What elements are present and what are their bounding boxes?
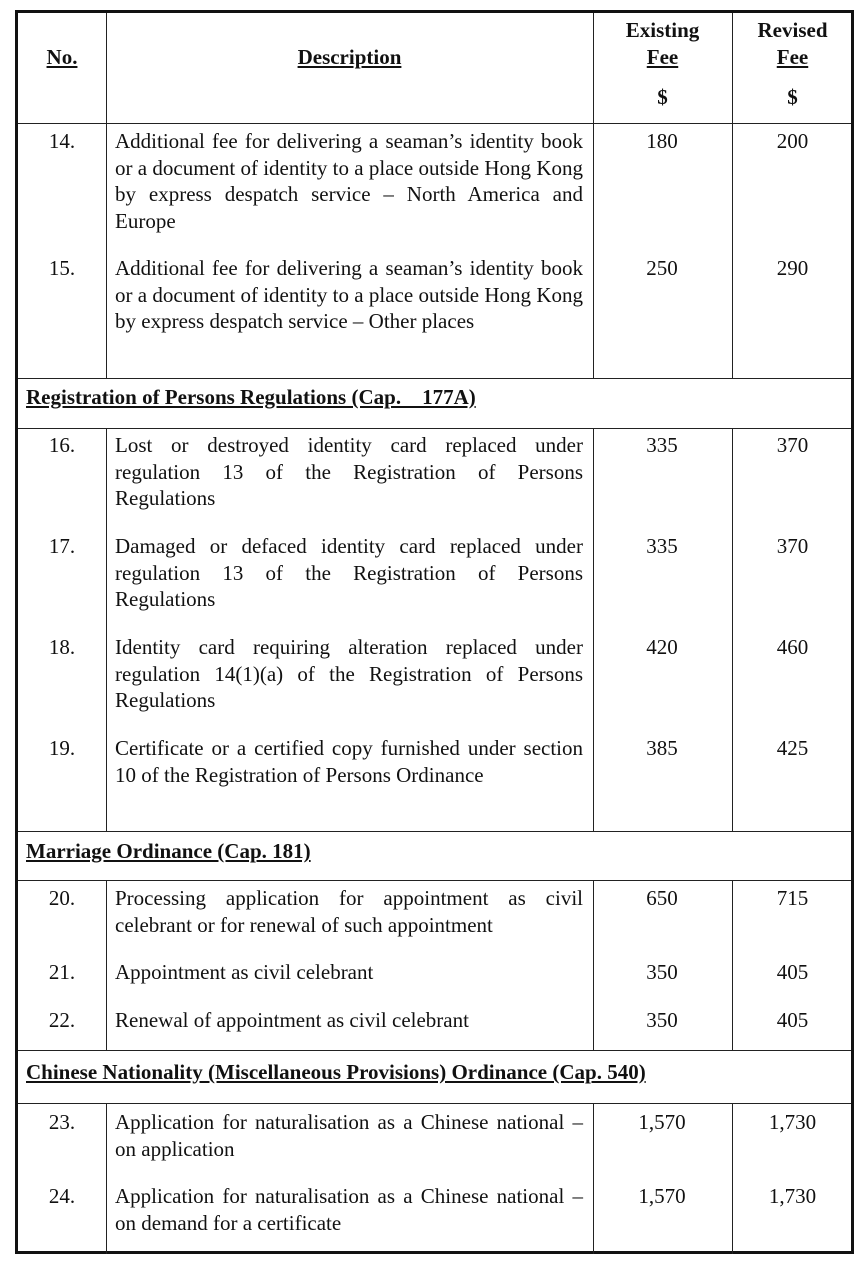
- col-divider: [106, 428, 107, 831]
- header-no: [18, 44, 106, 71]
- section-divider: [18, 1050, 851, 1051]
- row-revised-fee: 715: [776, 886, 809, 910]
- section-divider: [18, 1103, 851, 1104]
- header-revised-line1: Revised: [757, 18, 828, 42]
- row-description: Identity card requiring alteration replaced under regulation 14(1)(a) of the Registration of Persons Regulations: [115, 635, 583, 712]
- header-existing-fee: [593, 17, 732, 111]
- row-number: 15.: [48, 256, 76, 280]
- row-existing-fee: 250: [646, 256, 678, 280]
- row-description: Additional fee for delivering a seaman’s identity book or a document of identity to a place outside Hong Kong by express despatch service – North America and Europe: [115, 129, 583, 233]
- header-existing-line2: Fee: [646, 45, 679, 69]
- row-number: 18.: [48, 635, 76, 659]
- row-existing-fee: 335: [646, 534, 678, 558]
- row-description: Renewal of appointment as civil celebrant: [115, 1008, 469, 1032]
- section-title: Marriage Ordinance (Cap. 181): [26, 839, 311, 863]
- row-description: Additional fee for delivering a seaman’s identity book or a document of identity to a place outside Hong Kong by express despatch service – Other places: [115, 256, 583, 333]
- section-divider: [18, 880, 851, 881]
- row-revised-fee: 290: [776, 256, 809, 280]
- row-number: 19.: [48, 736, 76, 760]
- header-description-label: Description: [297, 45, 402, 69]
- row-description: Lost or destroyed identity card replaced under regulation 13 of the Registration of Persons Regulations: [115, 433, 583, 510]
- row-revised-fee: 1,730: [768, 1184, 817, 1208]
- col-divider: [106, 13, 107, 378]
- row-revised-fee: 460: [776, 635, 809, 659]
- row-revised-fee: 370: [776, 534, 809, 558]
- row-revised-fee: 200: [776, 129, 809, 153]
- row-revised-fee: 425: [776, 736, 809, 760]
- row-existing-fee: 1,570: [638, 1184, 686, 1208]
- row-description: Damaged or defaced identity card replaced under regulation 13 of the Registration of Persons Regulations: [115, 534, 583, 611]
- header-revised-fee: [732, 17, 853, 111]
- col-divider: [732, 428, 733, 831]
- row-number: 23.: [48, 1110, 76, 1134]
- section-divider: [18, 831, 851, 832]
- col-divider: [106, 880, 107, 1050]
- row-existing-fee: 350: [646, 1008, 678, 1032]
- col-divider: [593, 13, 594, 378]
- row-existing-fee: 350: [646, 960, 678, 984]
- section-title: Chinese Nationality (Miscellaneous Provisions) Ordinance (Cap. 540): [26, 1060, 646, 1084]
- row-description: Application for naturalisation as a Chinese national – on demand for a certificate: [115, 1184, 583, 1235]
- row-number: 17.: [48, 534, 76, 558]
- row-revised-fee: 405: [776, 960, 809, 984]
- row-number: 24.: [48, 1184, 76, 1208]
- section-title: Registration of Persons Regulations (Cap. 177A): [26, 385, 476, 409]
- row-existing-fee: 650: [646, 886, 678, 910]
- header-revised-line2: Fee: [776, 45, 809, 69]
- row-number: 21.: [48, 960, 76, 984]
- row-revised-fee: 370: [776, 433, 809, 457]
- row-description: Appointment as civil celebrant: [115, 960, 374, 984]
- row-existing-fee: 335: [646, 433, 678, 457]
- section-divider: [18, 428, 851, 429]
- row-description: Processing application for appointment as civil celebrant or for renewal of such appointment: [115, 886, 583, 937]
- row-number: 16.: [48, 433, 76, 457]
- row-number: 20.: [48, 886, 76, 910]
- col-divider: [106, 1103, 107, 1254]
- row-revised-fee: 405: [776, 1008, 809, 1032]
- header-description: [106, 44, 593, 71]
- row-existing-fee: 180: [646, 129, 678, 153]
- col-divider: [732, 13, 733, 378]
- row-existing-fee: 1,570: [638, 1110, 686, 1134]
- fee-table: [15, 10, 854, 1254]
- row-existing-fee: 420: [646, 635, 678, 659]
- header-existing-unit: $: [657, 85, 668, 109]
- row-number: 22.: [48, 1008, 76, 1032]
- col-divider: [593, 428, 594, 831]
- row-existing-fee: 385: [646, 736, 678, 760]
- header-no-label: No.: [46, 45, 78, 69]
- row-description: Application for naturalisation as a Chinese national – on application: [115, 1110, 583, 1161]
- header-existing-line1: Existing: [625, 18, 700, 42]
- row-revised-fee: 1,730: [768, 1110, 817, 1134]
- header-revised-unit: $: [787, 85, 798, 109]
- row-number: 14.: [48, 129, 76, 153]
- header-divider: [18, 123, 851, 124]
- row-description: Certificate or a certified copy furnished under section 10 of the Registration of Persons Ordinance: [115, 736, 583, 787]
- section-divider: [18, 378, 851, 379]
